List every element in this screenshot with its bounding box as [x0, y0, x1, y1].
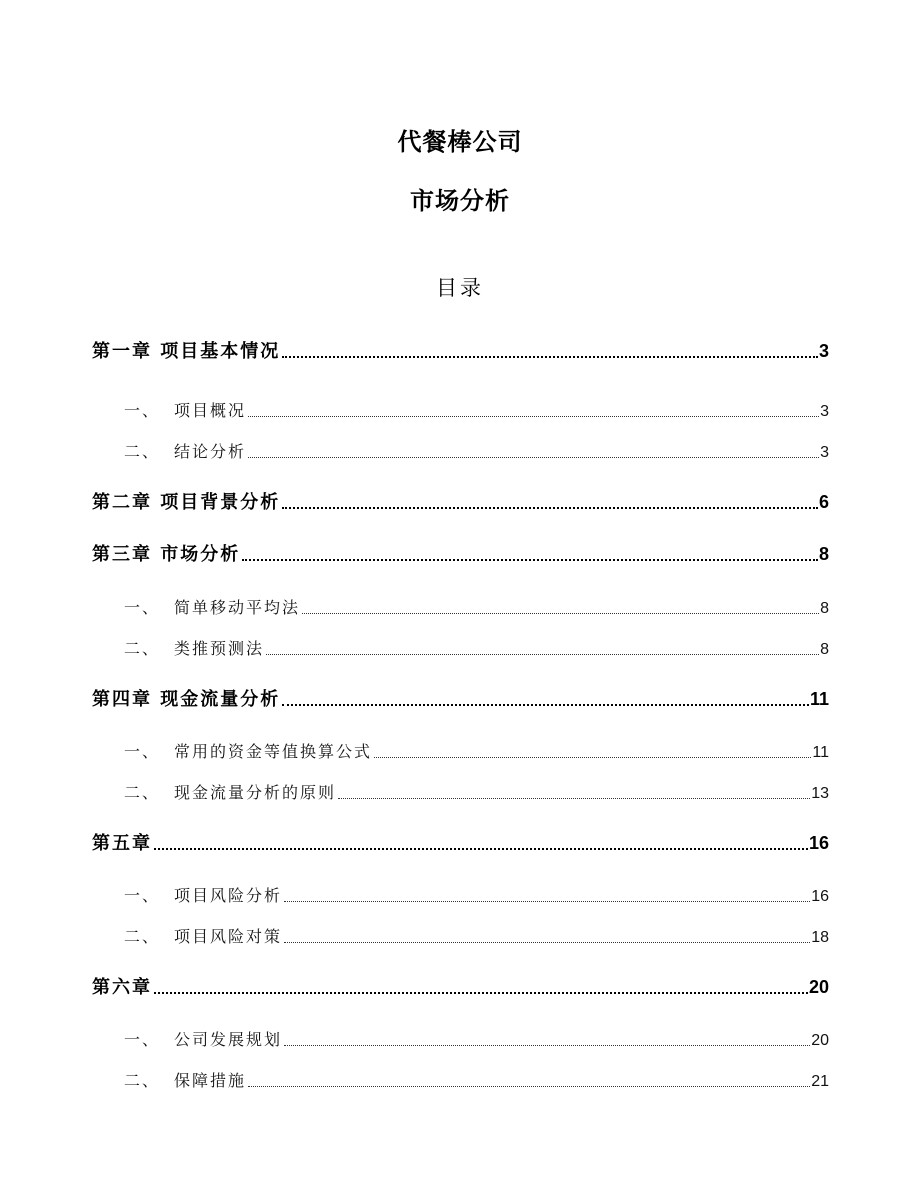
toc-section-1-2[interactable]: [124, 439, 829, 462]
toc-chapter-5[interactable]: [92, 829, 829, 855]
dot-leader: [154, 991, 808, 994]
toc-section-number: 二、: [124, 783, 161, 802]
toc-page-number: 3: [820, 444, 829, 461]
toc-entry-label: 第一章 项目基本情况: [92, 341, 281, 362]
dot-leader: [282, 506, 818, 509]
toc-section-number: 二、: [124, 442, 161, 461]
toc-page-number: 13: [811, 785, 829, 802]
toc-page-number: 16: [808, 833, 829, 853]
toc-section-number: 一、: [124, 401, 161, 420]
toc-entry-label: 第四章 现金流量分析: [92, 689, 281, 710]
toc-chapter-3[interactable]: [92, 540, 829, 566]
dot-leader: [282, 355, 818, 358]
toc-chapter-4[interactable]: [92, 685, 829, 711]
toc-entry-label: 第五章: [92, 833, 152, 854]
toc-section-6-1[interactable]: [124, 1027, 829, 1050]
dot-leader: [302, 612, 819, 614]
toc-page-number: 6: [818, 492, 829, 512]
toc-heading: 目录: [436, 276, 484, 300]
toc-section-1-1[interactable]: [124, 398, 829, 421]
toc-chapter-1[interactable]: [92, 337, 829, 363]
toc-entry-label: 第三章 市场分析: [92, 544, 241, 565]
toc-entry-label: 常用的资金等值换算公式: [174, 742, 373, 761]
toc-chapter-6[interactable]: [92, 973, 829, 999]
document-subtitle: 市场分析: [410, 187, 510, 215]
dot-leader: [284, 1044, 810, 1046]
toc-page-number: 3: [820, 403, 829, 420]
dot-leader: [266, 653, 819, 655]
dot-leader: [282, 703, 809, 706]
toc-page-number: 8: [820, 600, 829, 617]
toc-section-number: 一、: [124, 1030, 161, 1049]
dot-leader: [284, 900, 810, 902]
toc-entry-label: 项目风险分析: [174, 886, 283, 905]
toc-page-number: 20: [811, 1032, 829, 1049]
toc-entry-label: 项目概况: [174, 401, 247, 420]
dot-leader: [242, 558, 818, 561]
toc-page-number: 8: [818, 544, 829, 564]
toc-page-number: 21: [811, 1073, 829, 1090]
toc-section-4-2[interactable]: [124, 780, 829, 803]
toc-section-4-1[interactable]: [124, 739, 829, 762]
toc-section-number: 二、: [124, 1071, 161, 1090]
document-title: 代餐棒公司: [397, 128, 523, 156]
toc-page-number: 16: [811, 888, 829, 905]
toc-page-number: 20: [808, 977, 829, 997]
toc-entry-label: 第六章: [92, 977, 152, 998]
toc-section-number: 一、: [124, 742, 161, 761]
toc-page-number: 11: [812, 744, 829, 761]
toc-entry-label: 保障措施: [174, 1071, 247, 1090]
toc-page-number: 3: [818, 341, 829, 361]
dot-leader: [374, 756, 811, 758]
dot-leader: [154, 847, 808, 850]
toc-entry-label: 第二章 项目背景分析: [92, 492, 281, 513]
dot-leader: [248, 415, 819, 417]
toc-chapter-2[interactable]: [92, 488, 829, 514]
toc-section-number: 二、: [124, 639, 161, 658]
toc-entry-label: 结论分析: [174, 442, 247, 461]
toc-entry-label: 简单移动平均法: [174, 598, 301, 617]
dot-leader: [284, 941, 810, 943]
toc-section-number: 一、: [124, 598, 161, 617]
toc-section-6-2[interactable]: [124, 1068, 829, 1091]
toc-entry-label: 公司发展规划: [174, 1030, 283, 1049]
toc-section-5-1[interactable]: [124, 883, 829, 906]
dot-leader: [338, 797, 810, 799]
toc-section-number: 二、: [124, 927, 161, 946]
toc-page-number: 18: [811, 929, 829, 946]
toc-page-number: 11: [809, 689, 829, 709]
toc-entry-label: 项目风险对策: [174, 927, 283, 946]
dot-leader: [248, 456, 819, 458]
toc-section-3-1[interactable]: [124, 595, 829, 618]
toc-entry-label: 类推预测法: [174, 639, 265, 658]
dot-leader: [248, 1085, 810, 1087]
toc-section-number: 一、: [124, 886, 161, 905]
toc-entry-label: 现金流量分析的原则: [174, 783, 337, 802]
toc-page-number: 8: [820, 641, 829, 658]
toc-section-5-2[interactable]: [124, 924, 829, 947]
toc-section-3-2[interactable]: [124, 636, 829, 659]
